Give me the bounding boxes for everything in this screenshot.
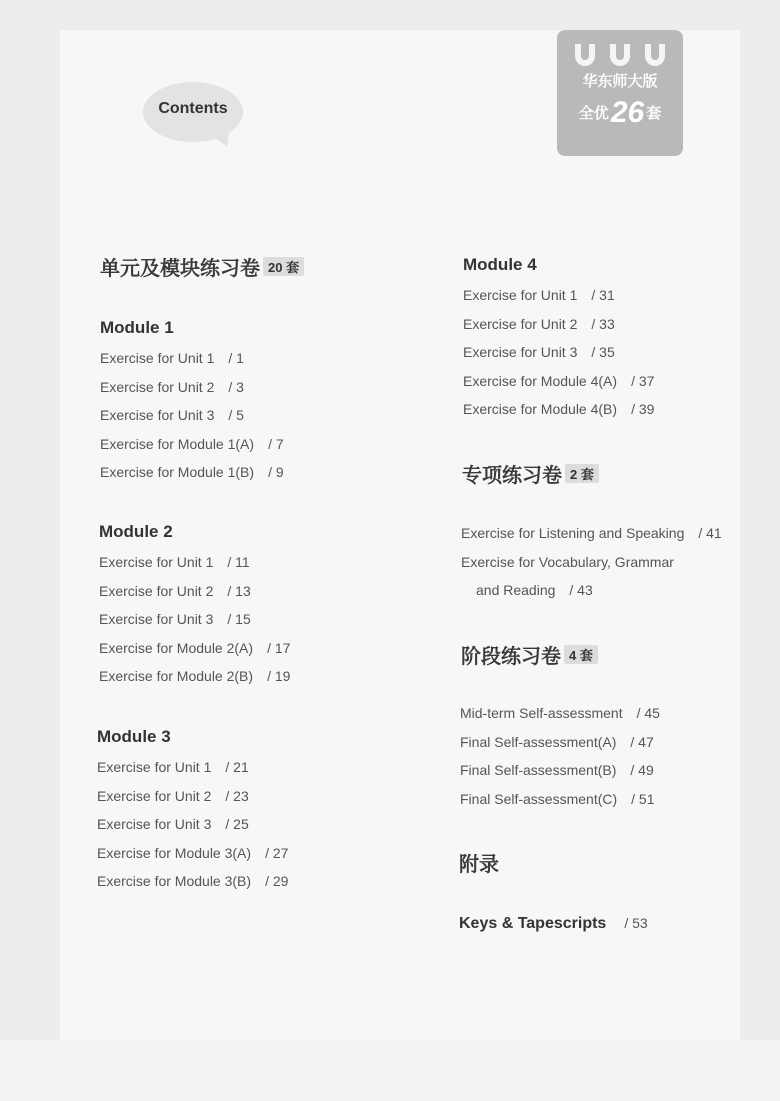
toc-entry[interactable] (97, 788, 249, 804)
toc-entry-label: Exercise for Module 4(B) (463, 401, 618, 418)
toc-entry-label: Exercise for Unit 1 (463, 287, 578, 303)
toc-entry-label: Exercise for Module 4(A) (463, 372, 618, 389)
toc-entry[interactable] (460, 705, 660, 721)
toc-entry-label: Final Self-assessment(C) (460, 790, 618, 807)
toc-entry[interactable] (97, 759, 249, 775)
toc-entry-label: Exercise for Unit 2 (99, 582, 214, 599)
toc-entry-page: / 27 (265, 844, 289, 861)
toc-entry[interactable] (460, 791, 655, 807)
toc-entry[interactable] (463, 287, 615, 303)
toc-entry[interactable] (463, 401, 654, 417)
count-tag: 4 套 (564, 645, 598, 664)
toc-entry-label: Exercise for Unit 3 (463, 344, 578, 361)
section-appendix: 附录 (459, 854, 499, 876)
toc-entry[interactable] (463, 316, 615, 332)
toc-entry[interactable]: Exercise for Listening and Speaking / 41 (461, 525, 722, 541)
page-bottom-margin (0, 1040, 780, 1101)
toc-entry-label: Exercise for Unit 1 (97, 759, 212, 775)
binder-ring-icon (610, 44, 630, 66)
toc-entry-label: Mid-term Self-assessment (460, 705, 623, 721)
toc-entry[interactable] (99, 583, 251, 599)
module-title: Module 4 (463, 255, 537, 274)
badge-set-count: 全优26 套 (578, 96, 662, 129)
binder-ring-icon (575, 44, 595, 66)
toc-entry[interactable] (460, 734, 654, 750)
toc-entry[interactable] (463, 373, 654, 389)
module-title: Module 1 (100, 318, 174, 337)
toc-entry[interactable] (100, 464, 284, 480)
count-tag: 20 套 (263, 257, 304, 276)
badge-edition: 华东师大版 (582, 73, 658, 90)
toc-entry-page: / 25 (225, 816, 249, 833)
toc-entry[interactable] (99, 554, 250, 570)
toc-entry-page: / 13 (227, 582, 251, 599)
series-badge (557, 30, 683, 156)
toc-entry[interactable]: and Reading / 43 (476, 582, 593, 598)
toc-entry-page: / 51 (631, 790, 655, 807)
toc-entry-page: / 39 (631, 401, 655, 418)
toc-entry-label: Final Self-assessment(B) (460, 762, 617, 779)
toc-entry-label: Exercise for Unit 2 (463, 315, 578, 332)
toc-entry-label: Final Self-assessment(A) (460, 733, 617, 750)
toc-entry-label: Exercise for Unit 3 (99, 611, 214, 628)
toc-entry[interactable] (97, 845, 288, 861)
toc-entry[interactable] (460, 762, 654, 778)
toc-entry-page: / 35 (591, 344, 615, 361)
toc-entry-page: / 31 (591, 287, 615, 303)
toc-entry-label: Exercise for Module 2(B) (99, 668, 254, 685)
toc-entry[interactable] (97, 873, 288, 889)
toc-entry-page: / 21 (225, 759, 249, 775)
toc-entry-label: Exercise for Module 1(B) (100, 464, 255, 481)
toc-entry-page: / 3 (228, 378, 244, 395)
contents-label: Contents (158, 100, 228, 117)
toc-entry-label: Exercise for Unit 1 (99, 554, 214, 570)
toc-entry-page: / 23 (225, 787, 249, 804)
toc-entry-page: / 33 (591, 315, 615, 332)
toc-entry-page: / 11 (227, 554, 250, 570)
toc-entry-label: Exercise for Module 3(B) (97, 873, 252, 890)
module-title: Module 2 (99, 522, 173, 541)
toc-entry[interactable] (100, 436, 284, 452)
toc-entry-page: / 5 (228, 407, 244, 424)
toc-entry[interactable] (100, 350, 244, 366)
section-special-exercises: 专项练习卷 2 套 (462, 459, 599, 488)
toc-entry-page: / 1 (228, 350, 244, 366)
binder-ring-icon (645, 44, 665, 66)
toc-entry-label: Exercise for Module 1(A) (100, 435, 255, 452)
toc-entry-page: / 37 (631, 372, 655, 389)
toc-entry-label: Exercise for Unit 3 (97, 816, 212, 833)
toc-entry[interactable] (97, 816, 249, 832)
toc-entry-page: / 47 (630, 733, 654, 750)
count-tag: 2 套 (565, 464, 599, 483)
section-stage-exercises: 阶段练习卷 4 套 (461, 640, 598, 669)
toc-entry-page: / 15 (227, 611, 251, 628)
toc-entry[interactable] (100, 407, 244, 423)
toc-entry-page: / 9 (268, 464, 284, 481)
toc-entry-page: / 29 (265, 873, 289, 890)
toc-entry-label: Exercise for Unit 2 (100, 378, 215, 395)
toc-entry[interactable] (463, 344, 615, 360)
toc-entry[interactable] (100, 379, 244, 395)
toc-entry[interactable] (99, 640, 290, 656)
toc-entry-label: Exercise for Unit 1 (100, 350, 215, 366)
toc-entry-label: Exercise for Unit 2 (97, 787, 212, 804)
toc-entry-label: Exercise for Unit 3 (100, 407, 215, 424)
toc-entry-page: / 7 (268, 435, 284, 452)
toc-entry-page: / 45 (636, 705, 660, 721)
module-title: Module 3 (97, 727, 171, 746)
toc-entry[interactable]: Exercise for Vocabulary, Grammar (461, 554, 674, 570)
toc-entry[interactable] (99, 611, 251, 627)
toc-entry-page: / 19 (267, 668, 291, 685)
toc-entry[interactable] (99, 668, 290, 684)
toc-entry-page: / 49 (630, 762, 654, 779)
toc-entry-label: Exercise for Module 2(A) (99, 639, 254, 656)
toc-entry-keys[interactable]: Keys & Tapescripts / 53 (459, 915, 648, 932)
toc-entry-page: / 17 (267, 639, 291, 656)
toc-entry-label: Exercise for Module 3(A) (97, 844, 252, 861)
section-unit-module-exercises: 单元及模块练习卷 20 套 (100, 252, 304, 281)
